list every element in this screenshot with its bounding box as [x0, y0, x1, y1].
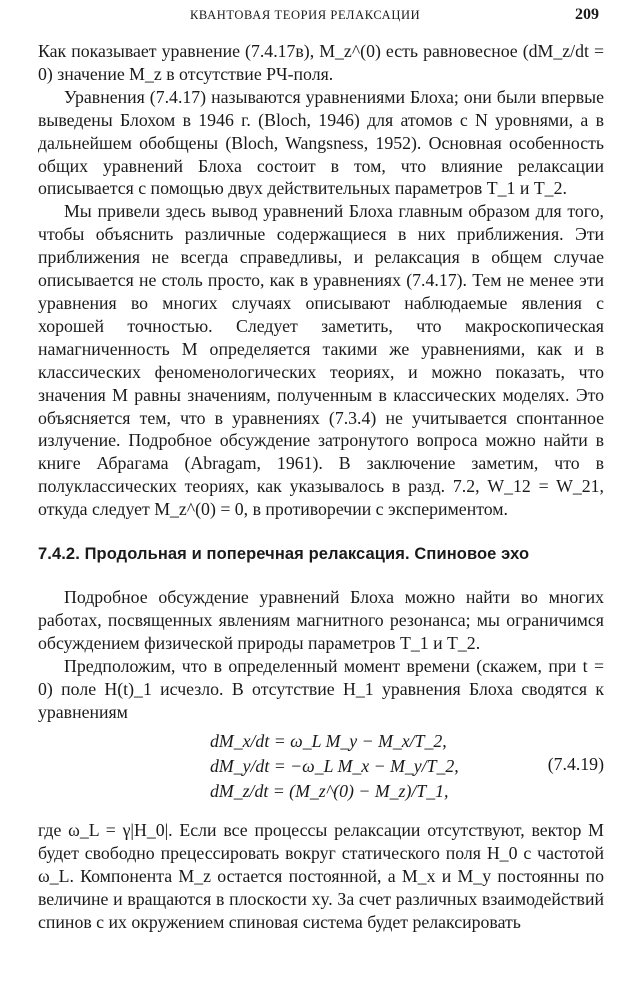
- page-body: [38, 40, 604, 934]
- running-header: [40, 6, 599, 26]
- equation-block: [38, 729, 604, 811]
- paragraph-3: Мы привели здесь вывод уравнений Блоха главным образом для того, чтобы объяснить различные содержащиеся в них приближения. Эти приближения не всегда справедливы, и релаксация в общем случае описывается не столь просто, как в уравнениях (7.4.17). Тем не менее эти уравнения во многих случаях описывают наблюдаемые явления с хорошей точностью. Следует заметить, что макроскопическая намагниченность M определяется такими же уравнениями, как и в классических феноменологических теориях, и можно показать, что значения M равны значениям, полученным в классических моделях. Это объясняется тем, что в уравнениях (7.3.4) не учитывается спонтанное излучение. Подробное обсуждение затронутого вопроса можно найти в книге Абрагама (Abragam, 1961). В заключение заметим, что в полуклассических теориях, как указывалось в разд. 7.2, W_12 = W_21, откуда следует M_z^(0) = 0, в противоречии с экспериментом.: [38, 201, 604, 520]
- equation-number: (7.4.19): [547, 754, 604, 775]
- equation-lines: [210, 729, 459, 804]
- equation-line-1: dM_x/dt = ω_L M_y − M_x/T_2,: [210, 731, 447, 752]
- page-number: 209: [575, 6, 599, 23]
- paragraph-1: Как показывает уравнение (7.4.17в), M_z^(0) есть равновесное (dM_z/dt = 0) значение M_z в отсутствие РЧ-поля.: [38, 41, 604, 84]
- paragraph-5: Предположим, что в определенный момент времени (скажем, при t = 0) поле H(t)_1 исчезло. В отсутствие H_1 уравнения Блоха сводятся к уравнениям: [38, 655, 604, 722]
- paragraph-4: Подробное обсуждение уравнений Блоха можно найти во многих работах, посвященных явлениям магнитного резонанса; мы ограничимся обсуждением физической природы параметров T_1 и T_2.: [38, 587, 604, 653]
- section-heading: 7.4.2. Продольная и поперечная релаксация. Спиновое эхо: [38, 545, 530, 564]
- running-title: КВАНТОВАЯ ТЕОРИЯ РЕЛАКСАЦИИ: [190, 8, 421, 22]
- paragraph-6: где ω_L = γ|H_0|. Если все процессы релаксации отсутствуют, вектор M будет свободно прецессировать вокруг статического поля H_0 с частотой ω_L. Компонента M_z остается постоянной, а M_x и M_y постоянны по величине и вращаются в плоскости xy. За счет различных взаимодействий спинов с их окружением спиновая система будет релаксировать: [38, 820, 604, 933]
- equation-line-3: dM_z/dt = (M_z^(0) − M_z)/T_1,: [210, 781, 449, 802]
- equation-line-2: dM_y/dt = −ω_L M_x − M_y/T_2,: [210, 756, 459, 777]
- paragraph-2: Уравнения (7.4.17) называются уравнениями Блоха; они были впервые выведены Блохом в 1946 г. (Bloch, 1946) для атомов с N уровнями, а в дальнейшем обобщены (Bloch, Wangsness, 1952). Основная особенность общих уравнений Блоха состоит в том, что влияние релаксации описывается с помощью двух действительных параметров T_1 и T_2.: [38, 86, 604, 199]
